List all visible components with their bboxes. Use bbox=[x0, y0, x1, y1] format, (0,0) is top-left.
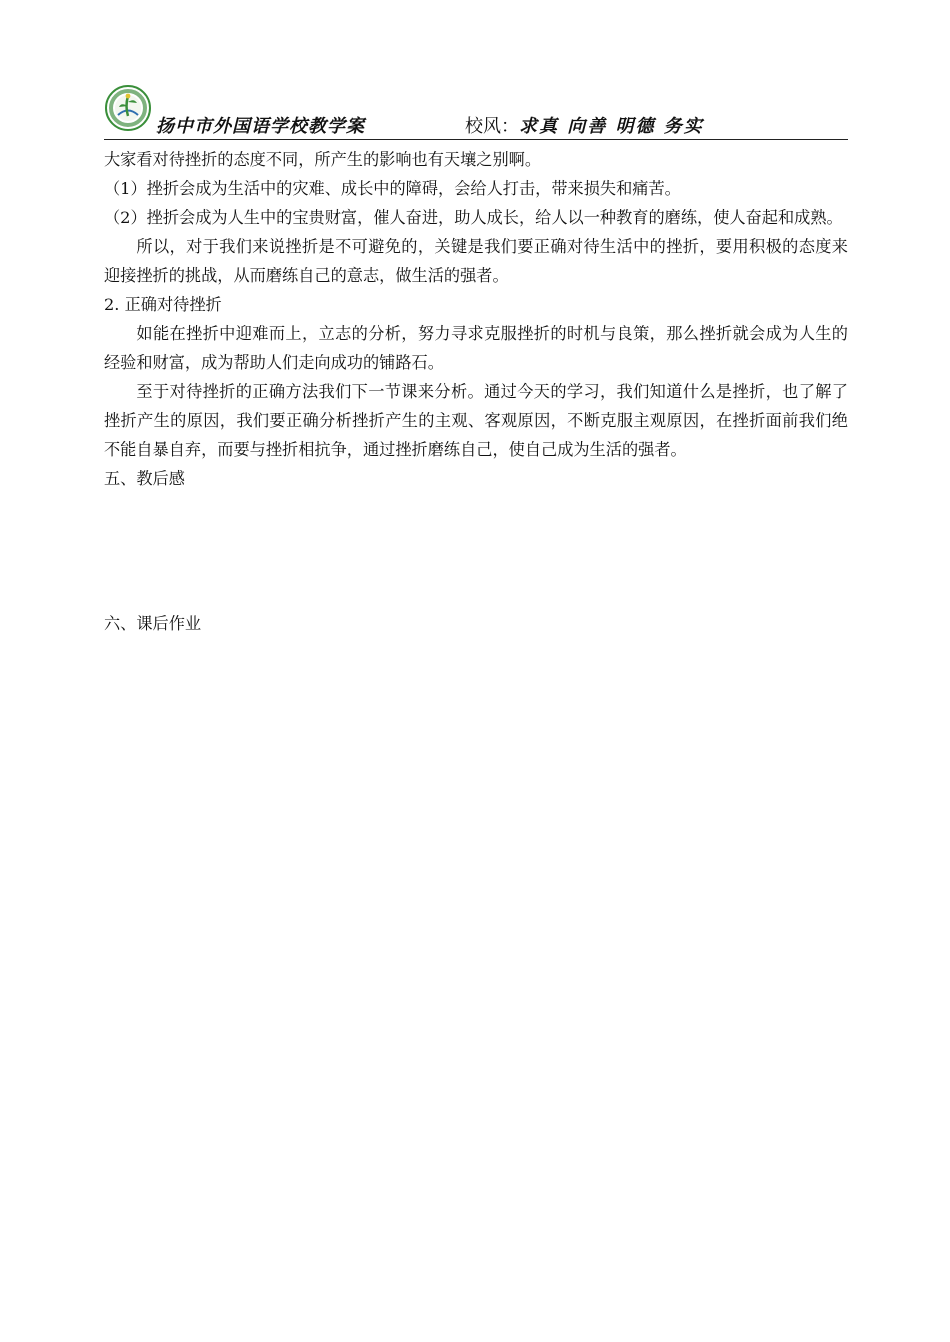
paragraph-point-2: （2）挫折会成为人生中的宝贵财富，催人奋进，助人成长，给人以一种教育的磨练，使人奋起和成熟。 bbox=[104, 208, 843, 227]
lesson-content bbox=[104, 145, 848, 638]
paragraph-conclusion: 所以，对于我们来说挫折是不可避免的，关键是我们要正确对待生活中的挫折，要用积极的态度来迎接挫折的挑战，从而磨练自己的意志，做生活的强者。 bbox=[104, 237, 848, 285]
reflection-blank-space bbox=[104, 493, 848, 609]
motto-label: 校风： bbox=[465, 116, 519, 137]
subheading-correct-attitude: 2. 正确对待挫折 bbox=[104, 295, 222, 314]
school-emblem-icon bbox=[104, 84, 152, 132]
section-homework: 六、课后作业 bbox=[104, 614, 202, 633]
header-divider bbox=[104, 139, 848, 140]
paragraph-point-1: （1）挫折会成为生活中的灾难、成长中的障碍，会给人打击，带来损失和痛苦。 bbox=[104, 179, 681, 198]
school-motto bbox=[465, 112, 704, 138]
paragraph-attitude: 大家看对待挫折的态度不同，所产生的影响也有天壤之别啊。 bbox=[104, 150, 542, 169]
motto-text: 求真 向善 明德 务实 bbox=[519, 116, 704, 137]
school-name: 扬中市外国语学校教学案 bbox=[156, 116, 365, 137]
document-header bbox=[104, 84, 848, 140]
paragraph-overcome: 如能在挫折中迎难而上，立志的分析，努力寻求克服挫折的时机与良策，那么挫折就会成为人生的经验和财富，成为帮助人们走向成功的铺路石。 bbox=[104, 324, 848, 372]
paragraph-summary: 至于对待挫折的正确方法我们下一节课来分析。通过今天的学习，我们知道什么是挫折，也了解了挫折产生的原因，我们要正确分析挫折产生的主观、客观原因，不断克服主观原因，在挫折面前我们绝不能自暴自弃，而要与挫折相抗争，通过挫折磨练自己，使自己成为生活的强者。 bbox=[104, 382, 848, 459]
section-reflection: 五、教后感 bbox=[104, 469, 185, 488]
